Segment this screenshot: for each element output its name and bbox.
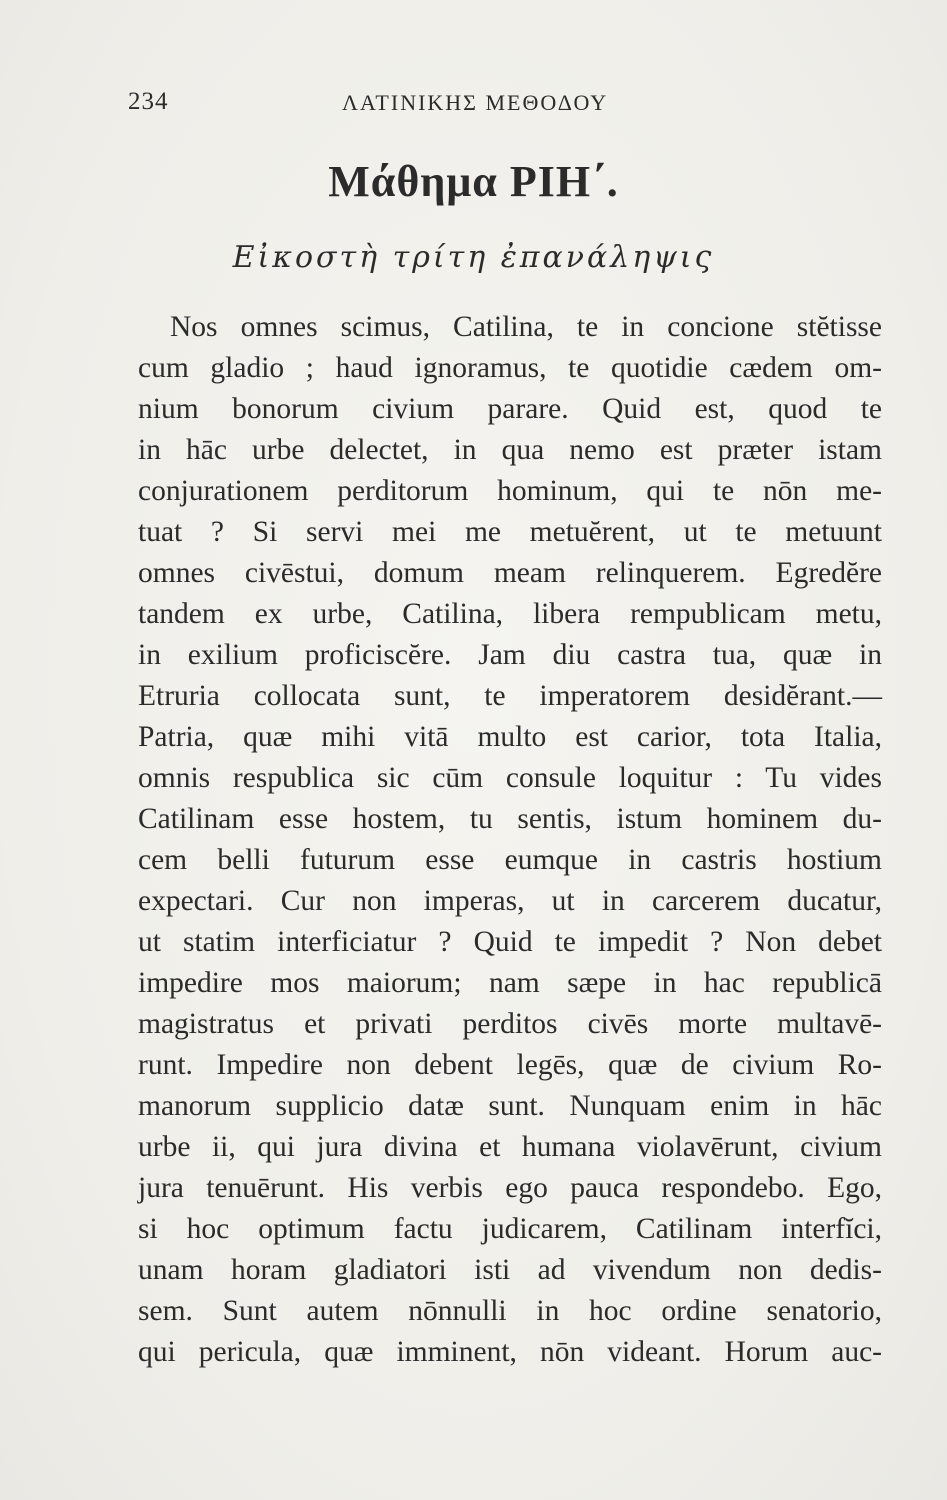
running-title: ΛΑΤΙΝΙΚΗΣ ΜΕΘΟΔΟΥ [342, 90, 609, 115]
text-line: Nos omnes scimus, Catilina, te in concione stĕtisse [170, 311, 882, 343]
running-header [128, 88, 818, 120]
text-line: nium bonorum civium parare. Quid est, quod te [138, 393, 882, 425]
text-line: si hoc optimum factu judicarem, Catilinam interfĭci, [138, 1213, 882, 1245]
text-line: jura tenuērunt. His verbis ego pauca respondebo. Ego, [138, 1172, 882, 1204]
text-line: ut statim interficiatur ? Quid te impedit ? Non debet [138, 926, 882, 958]
text-line: in hāc urbe delectet, in qua nemo est præter istam [138, 434, 882, 466]
text-line: Catilinam esse hostem, tu sentis, istum hominem du- [138, 803, 882, 835]
text-line: Etruria collocata sunt, te imperatorem desidĕrant.— [138, 680, 882, 712]
text-line: tandem ex urbe, Catilina, libera rempublicam metu, [138, 598, 882, 630]
text-line: omnis respublica sic cūm consule loquitur : Tu vides [138, 762, 882, 794]
text-line: impedire mos maiorum; nam sæpe in hac republicā [138, 967, 882, 999]
text-line: expectari. Cur non imperas, ut in carcerem ducatur, [138, 885, 882, 917]
text-line: in exilium proficiscĕre. Jam diu castra tua, quæ in [138, 639, 882, 671]
lesson-title: Μάθημα ΡΙΗ΄. [328, 157, 619, 206]
text-line: Patria, quæ mihi vitā multo est carior, tota Italia, [138, 721, 882, 753]
text-line: runt. Impedire non debent legēs, quæ de civium Ro- [138, 1049, 882, 1081]
text-line: manorum supplicio datæ sunt. Nunquam enim in hāc [138, 1090, 882, 1122]
text-line: unam horam gladiatori isti ad vivendum non dedis- [138, 1254, 882, 1286]
lesson-subtitle: Εἰκοστὴ τρίτη ἐπανάληψις [232, 240, 715, 275]
text-line: qui pericula, quæ imminent, nōn videant. Horum auc- [138, 1336, 882, 1368]
text-line: conjurationem perditorum hominum, qui te nōn me- [138, 475, 882, 507]
text-line: omnes civēstui, domum meam relinquerem. Egredĕre [138, 557, 882, 589]
text-line: sem. Sunt autem nōnnulli in hoc ordine senatorio, [138, 1295, 882, 1327]
body-paragraph [138, 307, 882, 1373]
page-number: 234 [128, 88, 169, 115]
text-line: tuat ? Si servi mei me metuĕrent, ut te metuunt [138, 516, 882, 548]
text-line: urbe ii, qui jura divina et humana violavērunt, civium [138, 1131, 882, 1163]
text-line: magistratus et privati perditos civēs morte multavē- [138, 1008, 882, 1040]
text-line: cem belli futurum esse eumque in castris hostium [138, 844, 882, 876]
text-line: cum gladio ; haud ignoramus, te quotidie cædem om- [138, 352, 882, 384]
